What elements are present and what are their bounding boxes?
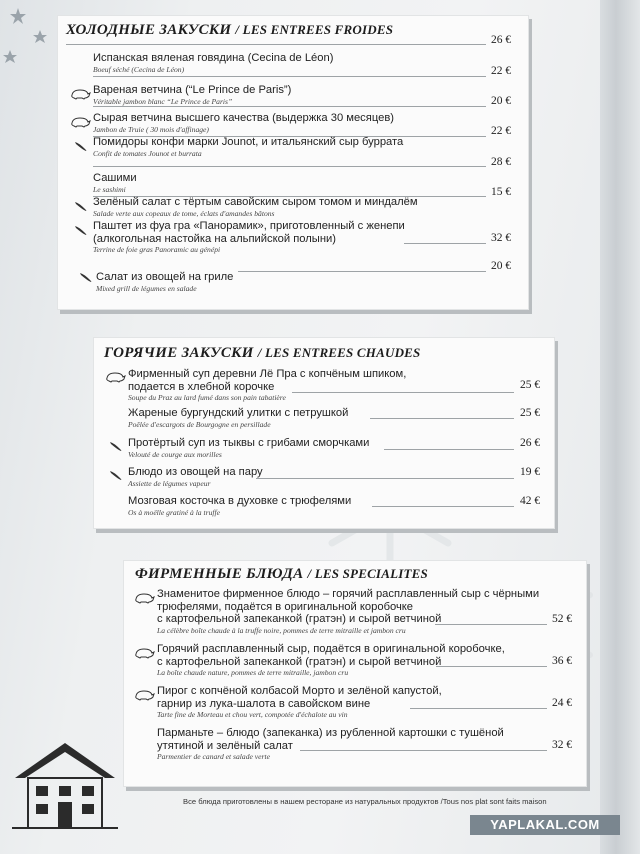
menu-item [93,136,403,159]
item-price: 20 € [491,95,512,107]
pig-icon [133,689,155,701]
menu-item [93,84,291,107]
item-description: Assiette de légumes vapeur [128,478,211,488]
item-name: Горячий расплавленный сыр, подаётся в оригинальной коробочке, с картофельной запеканкой (гратэн) и сырой ветчиной [157,643,505,668]
pig-icon [133,592,155,604]
item-description: Confit de tomates Jounot et burrata [93,148,202,158]
item-description: Salade verte aux copeaux de tome, éclats d'amandes bâtons [93,208,275,218]
menu-item [157,685,442,720]
menu-item [128,407,348,430]
item-description: Mixed grill de légumes en salade [96,283,197,293]
item-description: Jambon de Truie ( 30 mois d'affinage) [93,124,209,134]
item-price: 15 € [491,186,512,198]
item-description: La célèbre boîte chaude à la truffe noire, pommes de terre mitraille et jambon cru [157,625,406,635]
item-name: Жареные бургундский улитки с петрушкой [128,407,349,419]
item-description: Boeuf séché (Cecina de Léon) [93,64,185,74]
item-description: La boîte chaude nature, pommes de terre mitraille, jambon cru [157,668,349,677]
item-price: 25 € [520,379,541,391]
item-description: Parmentier de canard et salade verte [157,752,270,761]
item-price: 36 € [552,655,573,667]
stars-decoration [0,0,60,90]
item-description: Os à moëlle gratiné à la truffe [128,507,220,517]
item-description: Terrine de foie gras Panoramic au génépi [93,245,221,254]
item-price: 19 € [520,466,541,478]
item-name: Блюдо из овощей на пару [128,466,263,478]
item-price: 26 € [491,34,512,46]
pig-icon [104,371,126,383]
item-name: Пирог с копчёной колбасой Морто и зелёной капустой, гарнир из лука-шалота в савойском вине [157,685,442,710]
item-name: Испанская вяленая говядина (Cecina de Léon) [93,52,334,64]
item-name: Сашими [93,172,137,184]
watermark: YAPLAKAL.COM [470,815,620,835]
menu-item [93,220,405,255]
item-name: Фирменный суп деревни Лё Пра с копчёным шпиком, подается в хлебной корочке [128,368,407,393]
item-name: Мозговая косточка в духовке с трюфелями [128,495,352,507]
menu-item [128,437,369,460]
item-price: 32 € [552,739,573,751]
item-name: Вареная ветчина (“Le Prince de Paris”) [93,84,292,96]
menu-item [157,727,504,762]
item-price: 25 € [520,407,541,419]
item-name: Сырая ветчина высшего качества (выдержка 30 месяцев) [93,112,395,124]
item-description: Tarte fine de Morteau et chou vert, compotée d'échalote au vin [157,710,348,719]
pig-icon [133,647,155,659]
footer-note: Все блюда приготовлены в нашем ресторане из натуральных продуктов /Tous nos plat sont faits maison [183,797,547,806]
item-description: Soupe du Praz au lard fumé dans son pain tabatière [128,393,286,402]
menu-item [128,466,263,489]
item-description: Le sashimi [93,184,126,194]
pig-icon [69,88,91,100]
pepper-icon [78,271,94,283]
menu-item [93,112,394,135]
pepper-icon [108,440,124,452]
item-price: 32 € [491,232,512,244]
item-price: 24 € [552,697,573,709]
menu-item [93,172,137,195]
item-description: Velouté de courge aux morilles [128,449,222,459]
item-price: 42 € [520,495,541,507]
pepper-icon [73,224,89,236]
section-title-hot: ГОРЯЧИЕ ЗАКУСКИ / LES ENTREES CHAUDES [104,345,421,361]
menu-item [157,588,539,636]
item-price: 26 € [520,437,541,449]
menu-item [128,495,351,518]
menu-item [157,643,505,678]
item-price: 52 € [552,613,573,625]
item-description: Véritable jambon blanc “Le Prince de Paris” [93,96,233,106]
item-name: Парманьте – блюдо (запеканка) из рубленной картошки с тушёной утятиной и зелёный салат [157,727,504,752]
item-price: 20 € [491,260,512,272]
item-price: 28 € [491,156,512,168]
item-name: Знаменитое фирменное блюдо – горячий расплавленный сыр с чёрными трюфелями, подаётся в оригинальной коробочке с картофельной запеканкой (гратэн) и сырой ветчиной [157,588,540,625]
section-title-specialties: ФИРМЕННЫЕ БЛЮДА / LES SPECIALITES [135,566,428,582]
pig-icon [69,116,91,128]
chalet-illustration [10,738,120,833]
pepper-icon [73,140,89,152]
menu-item [93,196,418,219]
item-price: 22 € [491,125,512,137]
item-price: 22 € [491,65,512,77]
menu-item [96,271,233,294]
section-title-cold: ХОЛОДНЫЕ ЗАКУСКИ / LES ENTREES FROIDES [66,22,394,38]
item-description: Poêlée d'escargots de Bourgogne en persillade [128,419,271,429]
menu-item [128,368,406,403]
page-fold [600,0,640,854]
pepper-icon [108,469,124,481]
item-name: Помидоры конфи марки Jounot, и итальянский сыр буррата [93,136,404,148]
item-name: Зелёный салат с тёртым савойским сыром томом и миндалём [93,196,418,208]
item-name: Салат из овощей на гриле [96,271,234,283]
item-name: Паштет из фуа гра «Панорамик», приготовленный с женепи (алкогольная настойка на альпийской полыни) [93,220,405,245]
menu-item [93,52,333,75]
item-name: Протёртый суп из тыквы с грибами сморчками [128,437,370,449]
pepper-icon [73,200,89,212]
